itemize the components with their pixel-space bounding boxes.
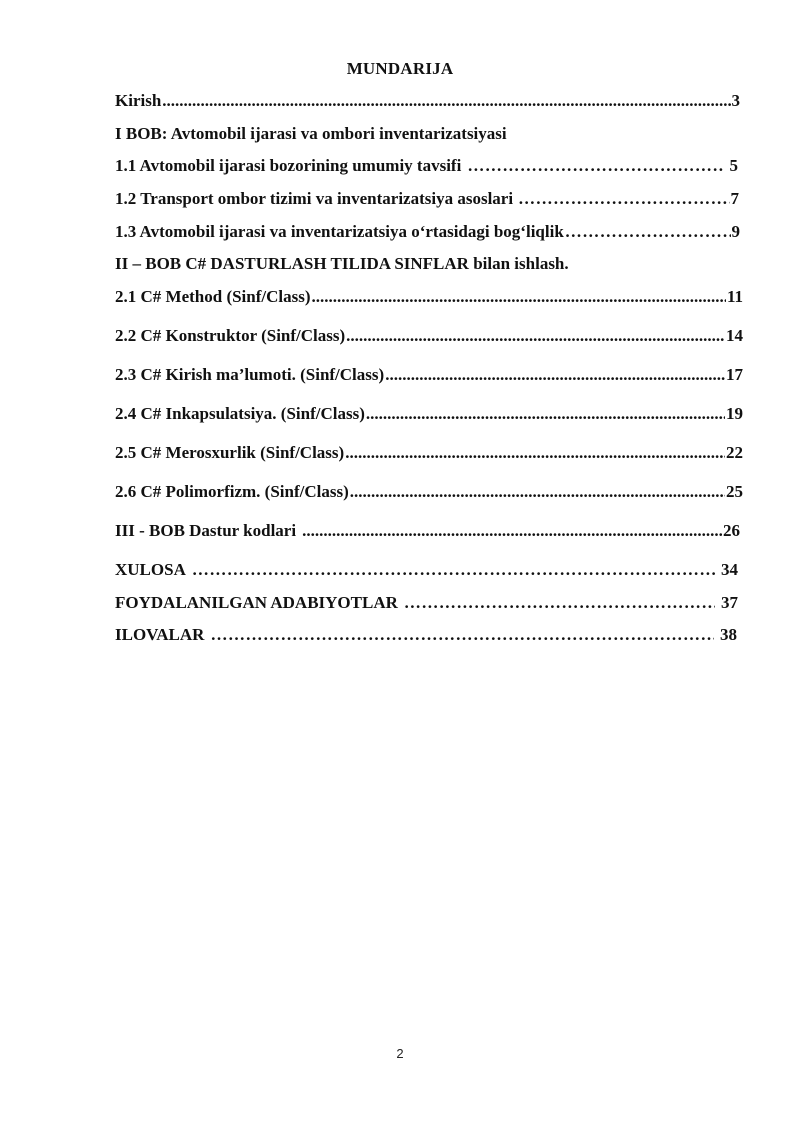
- toc-entry-label: XULOSA: [115, 560, 186, 579]
- toc-entry-label: 2.3 C# Kirish ma’lumoti. (Sinf/Class): [115, 365, 385, 384]
- toc-entry-label: 2.5 C# Merosxurlik (Sinf/Class): [115, 443, 345, 462]
- toc-leader-dots: [210, 624, 714, 646]
- toc-leader-dots: [467, 155, 724, 177]
- toc-entry-label: FOYDALANILGAN ADABIYOTLAR: [115, 593, 398, 612]
- toc-entry-page: 11: [726, 287, 743, 306]
- toc-entry-page: 37: [721, 593, 738, 612]
- toc-leader-dots: [385, 364, 725, 386]
- toc-entry-2-4[interactable]: [115, 403, 743, 425]
- toc-entry-page: 34: [721, 560, 738, 579]
- toc-entry-1-2[interactable]: [115, 188, 739, 210]
- toc-entry-page: 17: [726, 365, 743, 384]
- toc-leader-dots: [192, 559, 715, 581]
- toc-entry-xulosa[interactable]: [115, 559, 738, 581]
- toc-leader-dots: [302, 520, 722, 542]
- toc-entry-page: 38: [720, 625, 737, 644]
- toc-entry-page: 19: [726, 404, 743, 423]
- toc-leader-dots: [312, 286, 726, 308]
- page-title: MUNDARIJA: [346, 59, 454, 78]
- toc-leader-dots: [404, 592, 715, 614]
- toc-leader-dots: [366, 403, 725, 425]
- toc-entry-label: 1.1 Avtomobil ijarasi bozorining umumiy tavsifi: [115, 156, 462, 175]
- toc-entry-page: 9: [731, 222, 740, 241]
- toc-chapter-2-heading[interactable]: II – BOB C# DASTURLASH TILIDA SINFLAR bilan ishlash.: [115, 254, 569, 273]
- toc-entry-label: ILOVALAR: [115, 625, 205, 644]
- page-number: 2: [396, 1046, 404, 1061]
- toc-entry-label: III - BOB Dastur kodlari: [115, 521, 297, 540]
- toc-leader-dots: [350, 481, 725, 503]
- toc-entry-label: 2.1 C# Method (Sinf/Class): [115, 287, 311, 306]
- toc-leader-dots: [162, 90, 730, 112]
- toc-entry-page: 22: [726, 443, 743, 462]
- toc-entry-page: 26: [723, 521, 740, 540]
- toc-entry-label: 2.6 C# Polimorfizm. (Sinf/Class): [115, 482, 349, 501]
- toc-entry-2-5[interactable]: [115, 442, 743, 464]
- toc-entry-label: 2.4 C# Inkapsulatsiya. (Sinf/Class): [115, 404, 365, 423]
- toc-leader-dots: [345, 442, 725, 464]
- toc-entry-chapter-3[interactable]: [115, 520, 740, 542]
- toc-leader-dots: [518, 188, 729, 210]
- toc-entry-1-3[interactable]: [115, 221, 740, 243]
- toc-entry-page: 7: [730, 189, 739, 208]
- toc-entry-page: 5: [729, 156, 738, 175]
- toc-chapter-1-heading[interactable]: I BOB: Avtomobil ijarasi va ombori inventarizatsiyasi: [115, 124, 507, 143]
- toc-entry-foydalanilgan-adabiyotlar[interactable]: [115, 592, 738, 614]
- toc-entry-2-3[interactable]: [115, 364, 743, 386]
- toc-entry-page: 25: [726, 482, 743, 501]
- toc-entry-2-2[interactable]: [115, 325, 743, 347]
- toc-entry-page: 3: [731, 91, 740, 110]
- toc-leader-dots: [346, 325, 725, 347]
- toc-entry-label: 2.2 C# Konstruktor (Sinf/Class): [115, 326, 346, 345]
- toc-entry-label: 1.2 Transport ombor tizimi va inventarizatsiya asoslari: [115, 189, 514, 208]
- toc-entry-ilovalar[interactable]: [115, 624, 737, 646]
- toc-entry-2-6[interactable]: [115, 481, 743, 503]
- toc-entry-label: Kirish: [115, 91, 162, 110]
- toc-entry-2-1[interactable]: [115, 286, 743, 308]
- toc-entry-1-1[interactable]: [115, 155, 738, 177]
- toc-entry-kirish[interactable]: [115, 90, 740, 112]
- toc-entry-label: 1.3 Avtomobil ijarasi va inventarizatsiya o‘rtasidagi bog‘liqlik: [115, 222, 564, 241]
- toc-entry-page: 14: [726, 326, 743, 345]
- toc-leader-dots: [565, 221, 731, 243]
